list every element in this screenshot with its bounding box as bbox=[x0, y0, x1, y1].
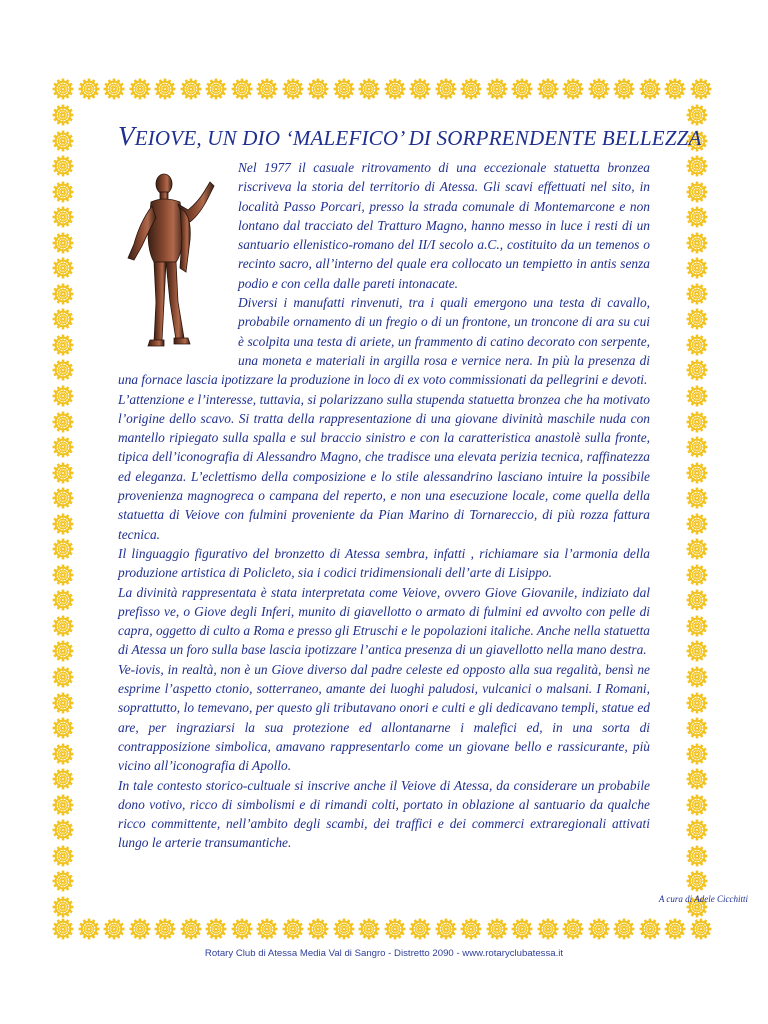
rotary-wheel-icon bbox=[686, 308, 712, 330]
rotary-wheel-icon bbox=[52, 896, 78, 918]
rotary-wheel-icon bbox=[562, 918, 584, 944]
rotary-wheel-icon bbox=[307, 918, 329, 944]
rotary-wheel-icon bbox=[511, 78, 533, 104]
rotary-wheel-icon bbox=[333, 78, 355, 104]
rotary-wheel-icon bbox=[52, 717, 78, 739]
rotary-wheel-icon bbox=[686, 538, 712, 560]
border-right bbox=[686, 104, 712, 918]
rotary-wheel-icon bbox=[78, 78, 100, 104]
rotary-wheel-icon bbox=[103, 918, 125, 944]
rotary-wheel-icon bbox=[307, 78, 329, 104]
rotary-wheel-icon bbox=[686, 768, 712, 790]
rotary-wheel-icon bbox=[358, 78, 380, 104]
bronze-statuette-image bbox=[118, 162, 228, 362]
rotary-wheel-icon bbox=[460, 78, 482, 104]
rotary-wheel-icon bbox=[52, 538, 78, 560]
footer: Rotary Club di Atessa Media Val di Sangro - Distretto 2090 - www.rotaryclubatessa.it bbox=[204, 948, 564, 959]
rotary-wheel-icon bbox=[52, 232, 78, 254]
rotary-wheel-icon bbox=[52, 743, 78, 765]
rotary-wheel-icon bbox=[52, 768, 78, 790]
rotary-wheel-icon bbox=[52, 78, 74, 104]
rotary-wheel-icon bbox=[435, 78, 457, 104]
rotary-wheel-icon bbox=[52, 615, 78, 637]
article-body bbox=[118, 158, 650, 853]
rotary-wheel-icon bbox=[435, 918, 457, 944]
rotary-wheel-icon bbox=[639, 78, 661, 104]
rotary-wheel-icon bbox=[686, 104, 712, 126]
rotary-wheel-icon bbox=[664, 918, 686, 944]
rotary-wheel-icon bbox=[686, 181, 712, 203]
article-credit: A cura di Adele Cicchitti bbox=[658, 894, 748, 904]
rotary-wheel-icon bbox=[690, 78, 712, 104]
rotary-wheel-icon bbox=[686, 436, 712, 458]
rotary-wheel-icon bbox=[409, 78, 431, 104]
rotary-wheel-icon bbox=[52, 283, 78, 305]
rotary-wheel-icon bbox=[205, 78, 227, 104]
article-title: VEIOVE, UN DIO ‘MALEFICO’ DI SORPRENDENTE BELLEZZA bbox=[118, 121, 702, 151]
rotary-wheel-icon bbox=[205, 918, 227, 944]
rotary-wheel-icon bbox=[78, 918, 100, 944]
rotary-wheel-icon bbox=[52, 870, 78, 892]
rotary-wheel-icon bbox=[154, 78, 176, 104]
rotary-wheel-icon bbox=[52, 308, 78, 330]
rotary-wheel-icon bbox=[52, 589, 78, 611]
border-top bbox=[52, 78, 712, 104]
paragraph: L’attenzione e l’interesse, tuttavia, si polarizzano sulla stupenda statuetta bronzea che ha motivato l’origine dello scavo. Si tratta della rappresentazione di una giovane divinità maschile nuda con mantello ripiegato sulla spalla e sul braccio sinistro e con la caratteristica anastolè sulla fronte, tipica dell’iconografia di Alessandro Magno, che tradisce una elevata perizia tecnica, raffinatezza ed eleganza. L’eclettismo della composizione e lo stile alessandrino lasciano intuire la possibile provenienza magnogreca o campana del reperto, e non una esecuzione locale, come quella della statuetta di Veiove con fulmini proveniente da Pian Marino di Tornareccio, di più rozza fattura tecnica. bbox=[118, 391, 650, 542]
rotary-wheel-icon bbox=[52, 918, 74, 944]
rotary-wheel-icon bbox=[639, 918, 661, 944]
rotary-wheel-icon bbox=[154, 918, 176, 944]
article bbox=[118, 121, 702, 912]
rotary-wheel-icon bbox=[282, 918, 304, 944]
rotary-wheel-icon bbox=[686, 385, 712, 407]
rotary-wheel-icon bbox=[256, 918, 278, 944]
rotary-wheel-icon bbox=[52, 692, 78, 714]
rotary-wheel-icon bbox=[686, 257, 712, 279]
rotary-wheel-icon bbox=[686, 870, 712, 892]
rotary-wheel-icon bbox=[537, 918, 559, 944]
rotary-wheel-icon bbox=[52, 794, 78, 816]
rotary-wheel-icon bbox=[686, 743, 712, 765]
rotary-wheel-icon bbox=[686, 589, 712, 611]
rotary-wheel-icon bbox=[664, 78, 686, 104]
rotary-wheel-icon bbox=[486, 78, 508, 104]
rotary-wheel-icon bbox=[511, 918, 533, 944]
rotary-wheel-icon bbox=[686, 334, 712, 356]
rotary-wheel-icon bbox=[52, 487, 78, 509]
rotary-wheel-icon bbox=[52, 564, 78, 586]
rotary-wheel-icon bbox=[588, 78, 610, 104]
rotary-wheel-icon bbox=[613, 918, 635, 944]
rotary-wheel-icon bbox=[686, 411, 712, 433]
rotary-wheel-icon bbox=[537, 78, 559, 104]
rotary-wheel-icon bbox=[52, 155, 78, 177]
paragraph: Ve-iovis, in realtà, non è un Giove diverso dal padre celeste ed opposto alla sua regalità, bensì ne esprime l’aspetto ctonio, sotterraneo, amante dei luoghi paludosi, vulcanici o malsani. I Romani, soprattutto, lo temevano, per questo gli tributavano onori e culti e gli dedicavano templi, statue ed are, per ingraziarsi la sua protezione ed allontanarne i malefici ed, in una sorta di contrapposizione simbolica, amavano rappresentarlo come un giovane bello e rassicurante, più vicino all’iconografia di Apollo. bbox=[118, 661, 650, 774]
rotary-wheel-icon bbox=[52, 666, 78, 688]
rotary-wheel-icon bbox=[52, 181, 78, 203]
rotary-wheel-icon bbox=[103, 78, 125, 104]
rotary-wheel-icon bbox=[282, 78, 304, 104]
paragraph: Nel 1977 il casuale ritrovamento di una eccezionale statuetta bronzea riscriveva la storia del territorio di Atessa. Gli scavi effettuati nel sito, in località Passo Porcari, presso la strada comunale di Montemarcone e non lontano dal tracciato del Tratturo Magno, hanno messo in luce i resti di un santuario ellenistico-romano del II/I secolo a.C., costituito da un temenos o recinto sacro, all’interno del quale era collocato un tempietto in antis senza podio e con cella dalle pareti intonacate. bbox=[238, 160, 650, 291]
rotary-wheel-icon bbox=[52, 257, 78, 279]
rotary-wheel-icon bbox=[588, 918, 610, 944]
rotary-wheel-icon bbox=[180, 918, 202, 944]
paragraph: Diversi i manufatti rinvenuti, tra i quali emergono una testa di cavallo, probabile ornamento di un fregio o di un frontone, un troncone di ara su cui è scolpita una testa di ariete, un frammento di catino decorato con serpente, una moneta e materiali in argilla rosa e vernice nera. In più la presenza di una fornace lascia ipotizzare la produzione in loco di ex voto commissionati da pellegrini e devoti. bbox=[118, 295, 650, 388]
rotary-wheel-icon bbox=[231, 78, 253, 104]
rotary-wheel-icon bbox=[460, 918, 482, 944]
rotary-wheel-icon bbox=[686, 819, 712, 841]
rotary-wheel-icon bbox=[686, 232, 712, 254]
rotary-wheel-icon bbox=[409, 918, 431, 944]
rotary-wheel-icon bbox=[333, 918, 355, 944]
rotary-wheel-icon bbox=[686, 640, 712, 662]
rotary-wheel-icon bbox=[129, 78, 151, 104]
rotary-wheel-icon bbox=[231, 918, 253, 944]
rotary-wheel-icon bbox=[686, 692, 712, 714]
rotary-wheel-icon bbox=[686, 487, 712, 509]
rotary-wheel-icon bbox=[52, 104, 78, 126]
rotary-wheel-icon bbox=[686, 513, 712, 535]
rotary-wheel-icon bbox=[384, 78, 406, 104]
rotary-wheel-icon bbox=[52, 130, 78, 152]
rotary-wheel-icon bbox=[52, 819, 78, 841]
rotary-wheel-icon bbox=[52, 462, 78, 484]
rotary-wheel-icon bbox=[686, 359, 712, 381]
rotary-wheel-icon bbox=[256, 78, 278, 104]
rotary-wheel-icon bbox=[613, 78, 635, 104]
rotary-wheel-icon bbox=[486, 918, 508, 944]
rotary-wheel-icon bbox=[52, 334, 78, 356]
rotary-wheel-icon bbox=[180, 78, 202, 104]
rotary-wheel-icon bbox=[686, 155, 712, 177]
rotary-wheel-icon bbox=[129, 918, 151, 944]
rotary-wheel-icon bbox=[52, 411, 78, 433]
paragraph: In tale contesto storico-cultuale si inscrive anche il Veiove di Atessa, da considerare un probabile dono votivo, ricco di simbolismi e di rimandi colti, portato in oblazione al santuario da qualche ricco committente, nell’ambito degli scambi, dei traffici e dei commerci extraregionali attivati lungo le arterie transumantiche. bbox=[118, 777, 650, 851]
rotary-wheel-icon bbox=[690, 918, 712, 944]
rotary-wheel-icon bbox=[686, 283, 712, 305]
rotary-wheel-icon bbox=[686, 717, 712, 739]
rotary-wheel-icon bbox=[686, 206, 712, 228]
rotary-wheel-icon bbox=[358, 918, 380, 944]
rotary-wheel-icon bbox=[52, 206, 78, 228]
border-bottom bbox=[52, 918, 712, 944]
border-left bbox=[52, 104, 78, 918]
rotary-wheel-icon bbox=[562, 78, 584, 104]
rotary-wheel-icon bbox=[686, 615, 712, 637]
rotary-wheel-icon bbox=[52, 359, 78, 381]
rotary-wheel-icon bbox=[52, 385, 78, 407]
rotary-wheel-icon bbox=[686, 666, 712, 688]
rotary-wheel-icon bbox=[686, 845, 712, 867]
rotary-wheel-icon bbox=[686, 794, 712, 816]
rotary-wheel-icon bbox=[52, 845, 78, 867]
rotary-wheel-icon bbox=[52, 640, 78, 662]
rotary-wheel-icon bbox=[52, 513, 78, 535]
rotary-wheel-icon bbox=[52, 436, 78, 458]
rotary-wheel-icon bbox=[686, 564, 712, 586]
paragraph: Il linguaggio figurativo del bronzetto di Atessa sembra, infatti , richiamare sia l’armonia della produzione artistica di Policleto, sia i codici tridimensionali dell’arte di Lisippo. bbox=[118, 545, 650, 581]
rotary-wheel-icon bbox=[686, 462, 712, 484]
paragraph: La divinità rappresentata è stata interpretata come Veiove, ovvero Giove Giovanile, indiziato dal prefisso ve, o Giove degli Inferi, munito di giavellotto o armato di fulmini ed avvolto con pelle di capra, oggetto di culto a Roma e presso gli Etruschi e le popolazioni italiche. Anche nella statuetta di Atessa un foro sulla base lascia ipotizzare l’antica presenza di un giavellotto nella mano destra. bbox=[118, 584, 650, 658]
rotary-wheel-icon bbox=[384, 918, 406, 944]
